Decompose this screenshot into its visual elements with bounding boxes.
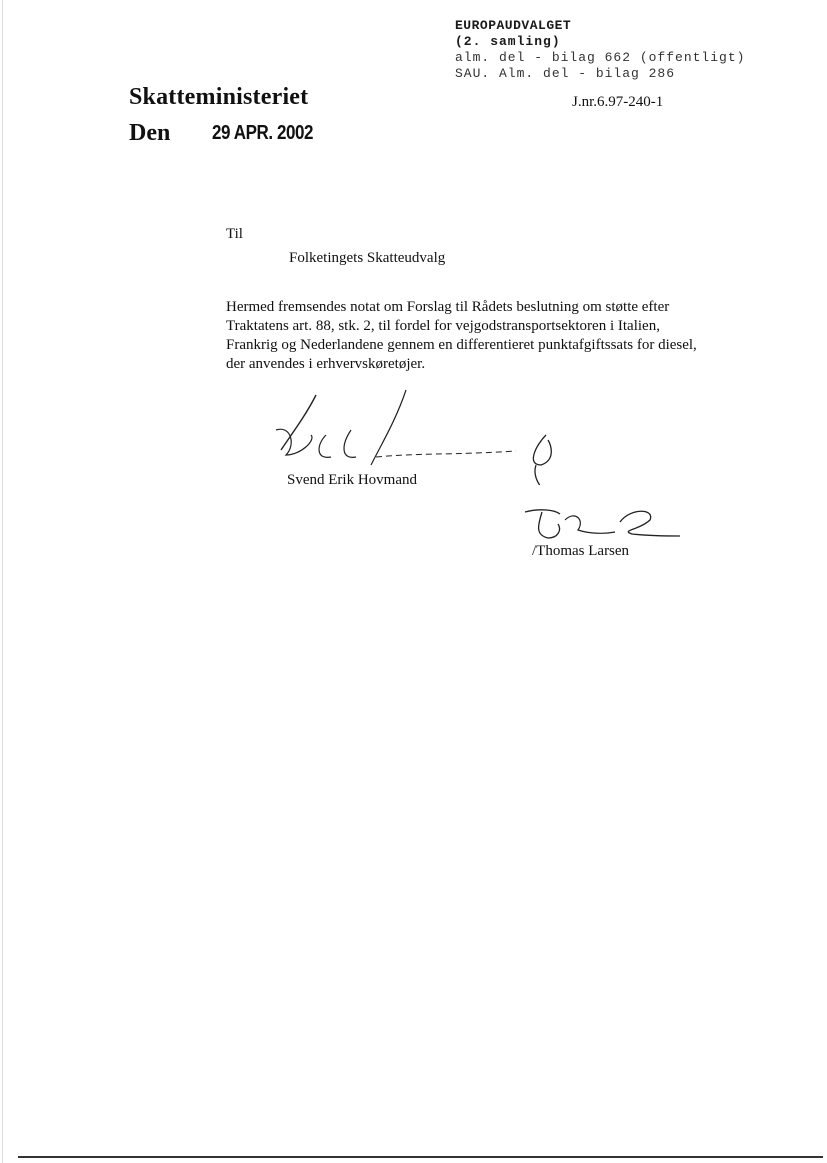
body-line: Frankrig og Nederlandene gennem en differentieret punktafgiftssats for diesel, <box>226 337 697 353</box>
body-line: Hermed fremsendes notat om Forslag til Rådets beslutning om støtte efter <box>226 299 670 315</box>
ministry-name: Skatteministeriet <box>129 84 309 110</box>
signature-hovmand <box>256 385 566 485</box>
date-stamp: 29 APR. 2002 <box>212 122 314 144</box>
stamp-line-3: alm. del - bilag 662 (offentligt) <box>455 50 746 65</box>
signer-name-1: Svend Erik Hovmand <box>287 472 417 488</box>
recipient: Folketingets Skatteudvalg <box>289 250 446 266</box>
letter-body <box>226 298 746 374</box>
body-line: Traktatens art. 88, stk. 2, til fordel for vejgodstransportsektoren i Italien, <box>226 318 660 334</box>
journal-number: J.nr.6.97-240-1 <box>572 94 664 110</box>
to-label: Til <box>226 226 243 242</box>
signer-name-2: /Thomas Larsen <box>532 543 630 559</box>
body-line: der anvendes i erhvervskøretøjer. <box>226 356 426 372</box>
stamp-line-1: EUROPAUDVALGET <box>455 18 572 33</box>
date-label: Den <box>129 120 171 146</box>
archive-stamp <box>455 18 745 82</box>
stamp-line-2: (2. samling) <box>455 34 561 49</box>
page-edge <box>2 0 3 1163</box>
stamp-line-4: SAU. Alm. del - bilag 286 <box>455 66 676 81</box>
page-bottom-rule <box>18 1156 823 1158</box>
